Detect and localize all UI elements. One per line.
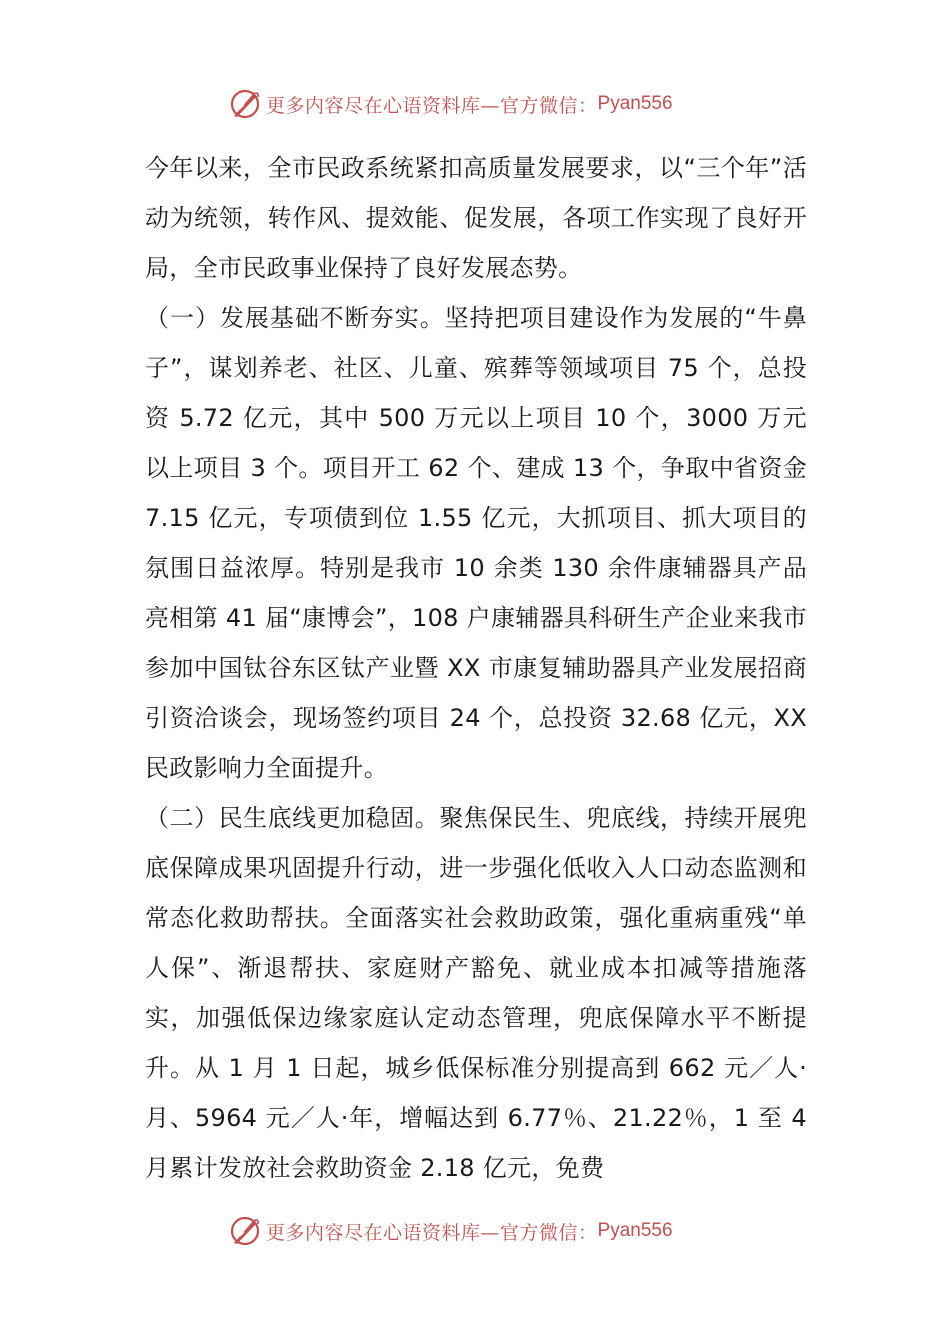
wechat-id: Pyan556 [597, 93, 673, 114]
quill-logo-icon [228, 1214, 262, 1248]
paragraph-section-2: （二）民生底线更加稳固。聚焦保民生、兜底线，持续开展兜底保障成果巩固提升行动，进一步强化低收入人口动态监测和常态化救助帮扶。全面落实社会救助政策，强化重病重残“单人保”、渐退帮扶、家庭财产豁免、就业成本扣减等措施落实，加强低保边缘家庭认定动态管理，兜底保障水平不断提升。从 1 月 1 日起，城乡低保标准分别提高到 662 元／人·月、5964 元／人·年，增幅达到 6.77％、21.22％，1 至 4 月累计发放社会救助资金 2.18 亿元，免费 [145, 804, 807, 1182]
footer-banner [228, 1211, 673, 1251]
header-banner [228, 84, 673, 124]
paragraph-section-1: （一）发展基础不断夯实。坚持把项目建设作为发展的“牛鼻子”，谋划养老、社区、儿童、殡葬等领域项目 75 个，总投资 5.72 亿元，其中 500 万元以上项目 10 个，3000 万元以上项目 3 个。项目开工 62 个、建成 13 个，争取中省资金 7.15 亿元，专项债到位 1.55 亿元，大抓项目、抓大项目的氛围日益浓厚。特别是我市 10 余类 130 余件康辅器具产品亮相第 41 届“康博会”，108 户康辅器具科研生产企业来我市参加中国钛谷东区钛产业暨 XX 市康复辅助器具产业发展招商引资洽谈会，现场签约项目 24 个，总投资 32.68 亿元，XX 民政影响力全面提升。 [145, 304, 807, 782]
banner-text: 更多内容尽在心语资料库—官方微信： [266, 94, 598, 117]
quill-logo-icon [228, 87, 262, 121]
paragraph-intro: 今年以来，全市民政系统紧扣高质量发展要求，以“三个年”活动为统领，转作风、提效能、促发展，各项工作实现了良好开局，全市民政事业保持了良好发展态势。 [145, 154, 807, 282]
wechat-id: Pyan556 [597, 1220, 673, 1241]
banner-text: 更多内容尽在心语资料库—官方微信： [266, 1221, 598, 1244]
document-body [145, 143, 807, 1193]
